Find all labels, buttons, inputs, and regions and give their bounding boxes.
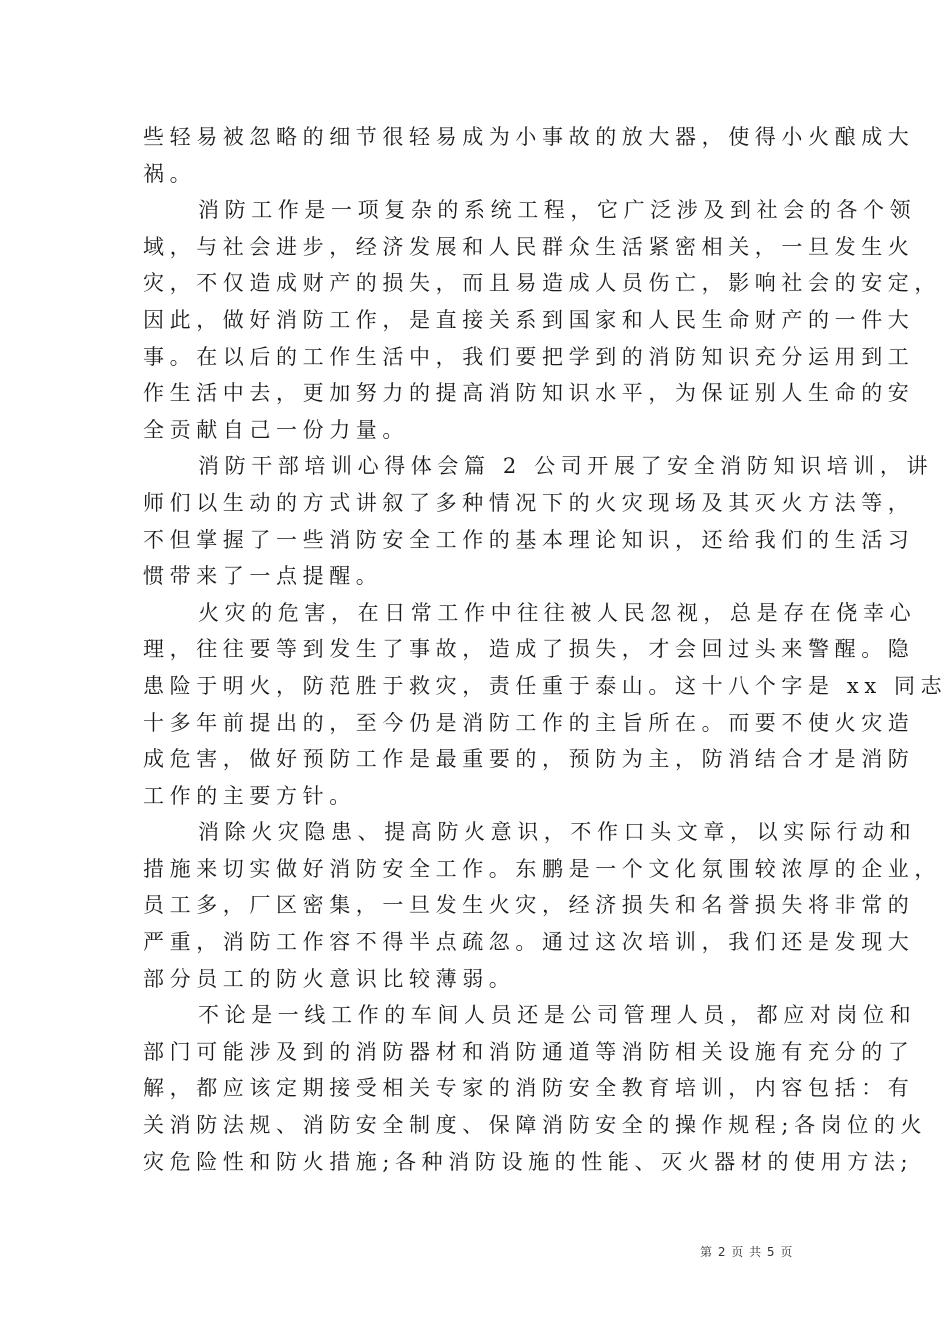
text-line: 消防工作是一项复杂的系统工程，它广泛涉及到社会的各个领 — [198, 198, 917, 223]
paragraph — [143, 119, 915, 192]
paragraph — [143, 997, 928, 1180]
text-line: 不论是一线工作的车间人员还是公司管理人员，都应对岗位和 — [198, 1003, 917, 1028]
text-line: 解，都应该定期接受相关专家的消防安全教育培训，内容包括：有 — [143, 1076, 915, 1101]
text-line: 员工多，厂区密集，一旦发生火灾，经济损失和名誉损失将非常的 — [143, 893, 915, 918]
paragraph — [143, 814, 941, 997]
text-line: 成危害，做好预防工作是最重要的，预防为主，防消结合才是消防 — [143, 747, 915, 772]
page-number: 第 2 页 共 5 页 — [700, 1245, 794, 1259]
text-line: 患险于明火，防范胜于救灾，责任重于泰山。这十八个字是 xx 同志 — [143, 673, 948, 698]
text-line: 消除火灾隐患、提高防火意识，不作口头文章，以实际行动和 — [198, 820, 917, 845]
paragraph — [143, 448, 934, 594]
text-line: 部门可能涉及到的消防器材和消防通道等消防相关设施有充分的了 — [143, 1039, 915, 1064]
text-line: 域，与社会进步，经济发展和人民群众生活紧密相关，一旦发生火 — [143, 234, 915, 259]
text-line: 祸。 — [143, 161, 197, 186]
text-line: 部分员工的防火意识比较薄弱。 — [143, 966, 516, 991]
text-line: 不但掌握了一些消防安全工作的基本理论知识，还给我们的生活习 — [143, 527, 915, 552]
text-line: 关消防法规、消防安全制度、保障消防安全的操作规程;各岗位的火 — [143, 1113, 928, 1138]
text-line: 消防干部培训心得体会篇 2 公司开展了安全消防知识培训，讲 — [198, 454, 934, 479]
text-line: 师们以生动的方式讲叙了多种情况下的火灾现场及其灭火方法等， — [143, 490, 915, 515]
paragraph — [143, 192, 941, 448]
text-line: 火灾的危害，在日常工作中往往被人民忽视，总是存在侥幸心 — [198, 600, 917, 625]
paragraph — [143, 595, 948, 815]
text-line: 理，往往要等到发生了事故，造成了损失，才会回过头来警醒。隐 — [143, 637, 915, 662]
text-line: 灾危险性和防火措施;各种消防设施的性能、灭火器材的使用方法; — [143, 1149, 914, 1174]
text-line: 措施来切实做好消防安全工作。东鹏是一个文化氛围较浓厚的企业， — [143, 856, 941, 881]
text-line: 十多年前提出的，至今仍是消防工作的主旨所在。而要不使火灾造 — [143, 710, 915, 735]
text-line: 工作的主要方针。 — [143, 783, 356, 808]
text-line: 惯带来了一点提醒。 — [143, 564, 383, 589]
text-line: 事。在以后的工作生活中，我们要把学到的消防知识充分运用到工 — [143, 344, 915, 369]
document-body — [143, 119, 948, 1180]
text-line: 全贡献自己一份力量。 — [143, 417, 409, 442]
text-line: 些轻易被忽略的细节很轻易成为小事故的放大器，使得小火酿成大 — [143, 125, 915, 149]
text-line: 因此，做好消防工作，是直接关系到国家和人民生命财产的一件大 — [143, 307, 915, 332]
text-line: 严重，消防工作容不得半点疏忽。通过这次培训，我们还是发现大 — [143, 930, 915, 955]
text-line: 作生活中去，更加努力的提高消防知识水平，为保证别人生命的安 — [143, 381, 915, 406]
text-line: 灾，不仅造成财产的损失，而且易造成人员伤亡，影响社会的安定， — [143, 271, 941, 296]
